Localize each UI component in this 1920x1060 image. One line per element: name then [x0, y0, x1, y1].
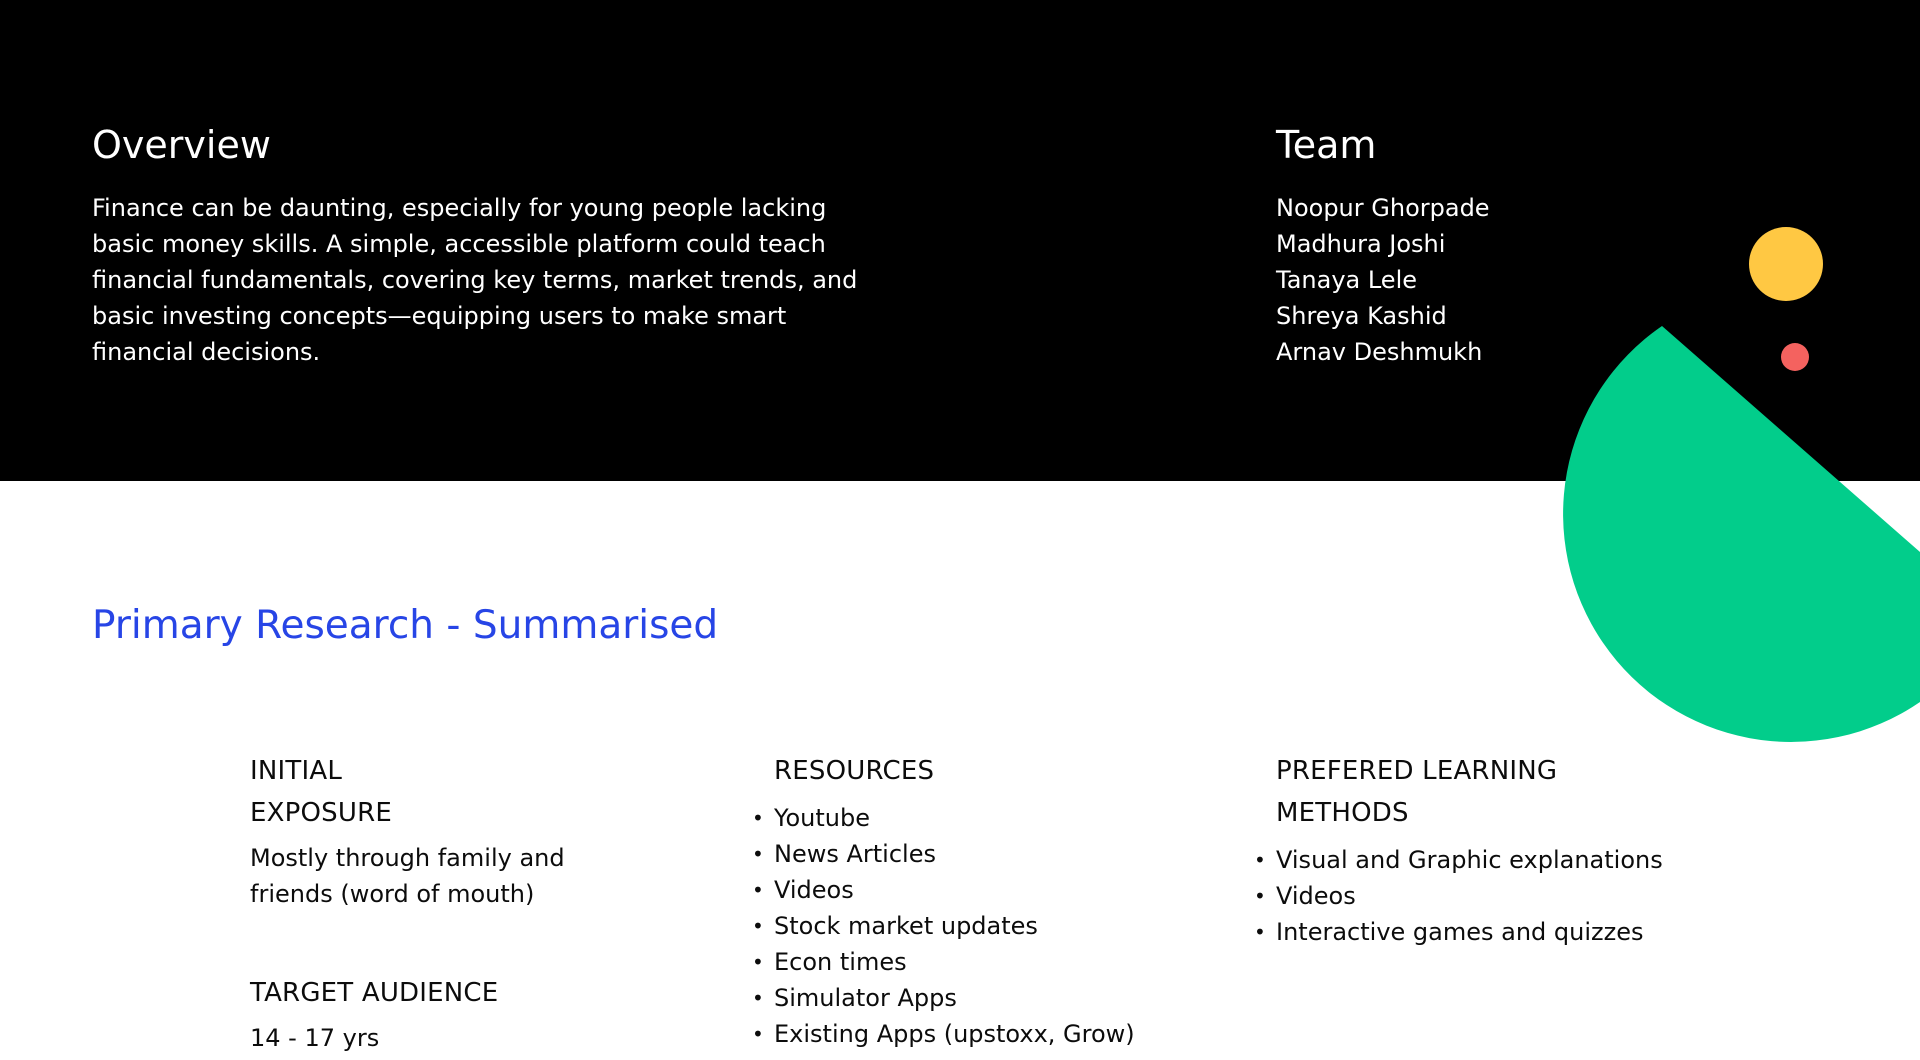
resources-heading: RESOURCES	[774, 756, 935, 786]
team-member: Noopur Ghorpade	[1276, 194, 1490, 222]
resources-list	[774, 800, 1234, 1052]
resource-item: • Existing Apps (upstoxx, Grow)	[774, 1016, 1234, 1052]
overview-heading: Overview	[92, 123, 271, 167]
target-audience-heading: TARGET AUDIENCE	[250, 978, 499, 1008]
research-title: Primary Research - Summarised	[92, 603, 719, 648]
initial-exposure-text-line2: friends (word of mouth)	[250, 880, 535, 908]
team-list	[1276, 190, 1696, 370]
team-member: Shreya Kashid	[1276, 302, 1447, 330]
research-column-exposure	[250, 750, 650, 1056]
resource-item: • Youtube	[774, 800, 1234, 836]
initial-exposure-heading	[250, 750, 650, 834]
research-column-resources	[774, 750, 1234, 1052]
team-heading: Team	[1276, 123, 1377, 167]
initial-exposure-text-line1: Mostly through family and	[250, 844, 565, 872]
team-member: Arnav Deshmukh	[1276, 338, 1483, 366]
team-member: Tanaya Lele	[1276, 266, 1417, 294]
team-member: Madhura Joshi	[1276, 230, 1446, 258]
learning-method-item: • Interactive games and quizzes	[1276, 914, 1716, 950]
resource-item: • Stock market updates	[774, 908, 1234, 944]
learning-method-item: • Videos	[1276, 878, 1716, 914]
target-audience-text: 14 - 17 yrs	[250, 1024, 380, 1052]
research-column-learning-methods	[1276, 750, 1716, 950]
resource-item: • Simulator Apps	[774, 980, 1234, 1016]
team-section	[1276, 118, 1696, 370]
learning-methods-heading-line2: METHODS	[1276, 798, 1409, 828]
resource-item: • Videos	[774, 872, 1234, 908]
learning-methods-heading-line1: PREFERED LEARNING	[1276, 756, 1558, 786]
overview-text: Finance can be daunting, especially for young people lacking basic money skills. A simple, accessible platform could teach financial fundamentals, covering key terms, market trends, and basic investing concepts—equipping users to make smart financial decisions.	[92, 194, 858, 366]
resource-item: • News Articles	[774, 836, 1234, 872]
initial-exposure-heading-line2: EXPOSURE	[250, 798, 393, 828]
target-audience-block	[250, 972, 650, 1056]
learning-methods-list	[1276, 842, 1716, 950]
overview-section	[92, 118, 872, 370]
learning-methods-heading	[1276, 750, 1716, 834]
initial-exposure-heading-line1: INITIAL	[250, 756, 343, 786]
initial-exposure-text	[250, 840, 650, 912]
learning-method-item: • Visual and Graphic explanations	[1276, 842, 1716, 878]
resource-item: • Econ times	[774, 944, 1234, 980]
